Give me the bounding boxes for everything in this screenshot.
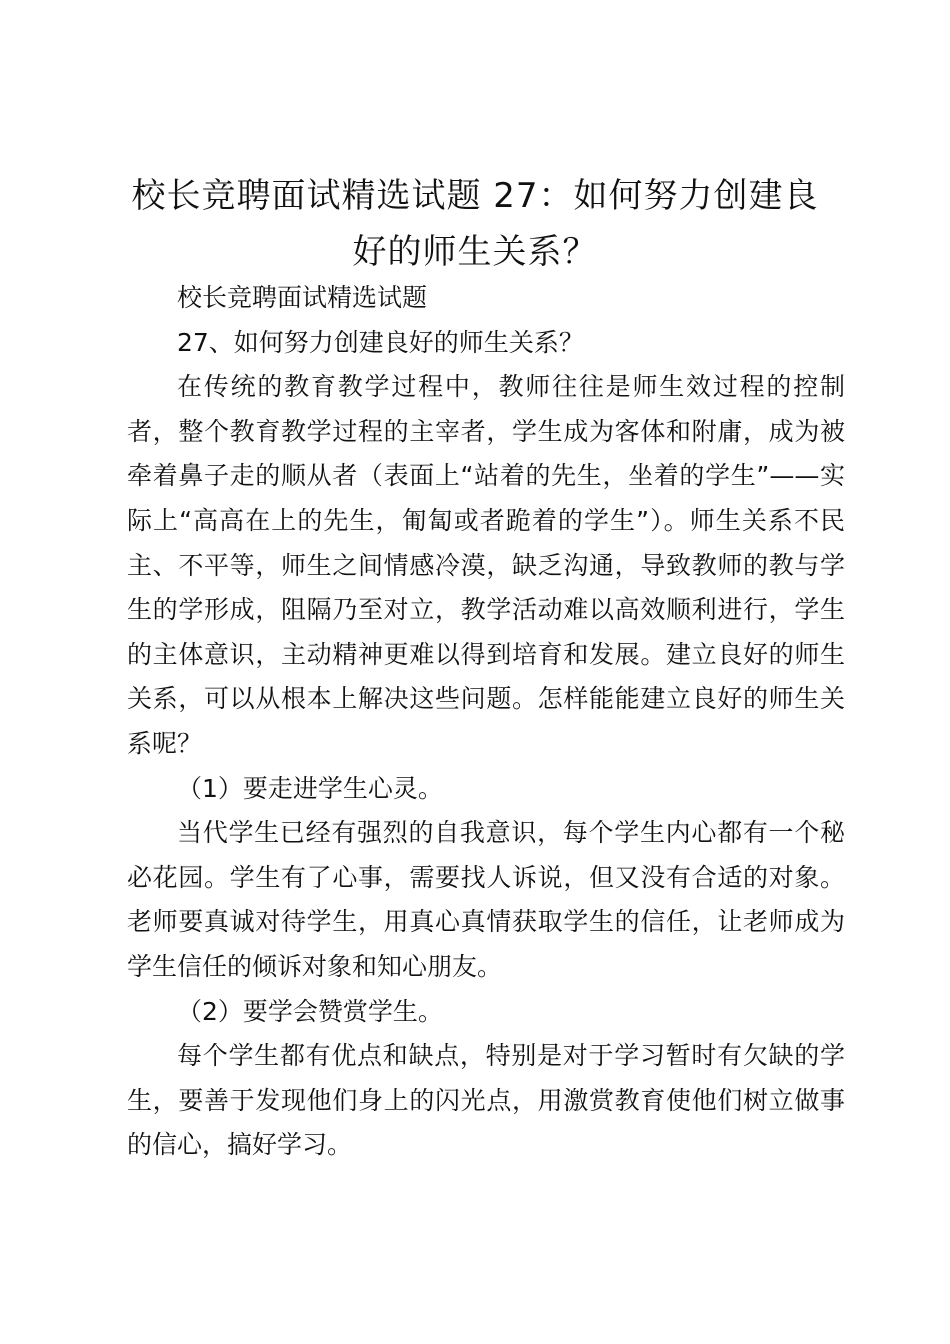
paragraph-point-1-body: 当代学生已经有强烈的自我意识，每个学生内心都有一个秘必花园。学生有了心事，需要找人诉说，但又没有合适的对象。老师要真诚对待学生，用真心真情获取学生的信任，让老师成为学生信任的倾诉对象和知心朋友。 (127, 818, 845, 981)
paragraph-subtitle: 校长竞聘面试精选试题 (177, 283, 428, 312)
paragraph-point-1-heading: （1）要走进学生心灵。 (177, 773, 443, 803)
document-title: 校长竞聘面试精选试题 27：如何努力创建良好的师生关系？ (131, 176, 819, 272)
paragraph-point-2-body: 每个学生都有优点和缺点，特别是对于学习暂时有欠缺的学生，要善于发现他们身上的闪光点，用激赏教育使他们树立做事的信心，搞好学习。 (127, 1041, 845, 1160)
paragraph-question: 27、如何努力创建良好的师生关系？ (177, 327, 584, 357)
document-body (127, 276, 845, 1168)
paragraph-point-2-heading: （2）要学会赞赏学生。 (177, 996, 443, 1026)
paragraph-intro: 在传统的教育教学过程中，教师往往是师生效过程的控制者，整个教育教学过程的主宰者，学生成为客体和附庸，成为被牵着鼻子走的顺从者（表面上“站着的先生，坐着的学生”——实际上“高高在上的先生，匍匐或者跪着的学生”）。师生关系不民主、不平等，师生之间情感冷漠，缺乏沟通，导致教师的教与学生的学形成，阻隔乃至对立，教学活动难以高效顺利进行，学生的主体意识，主动精神更难以得到培育和发展。建立良好的师生关系，可以从根本上解决这些问题。怎样能能建立良好的师生关系呢？ (127, 372, 845, 758)
